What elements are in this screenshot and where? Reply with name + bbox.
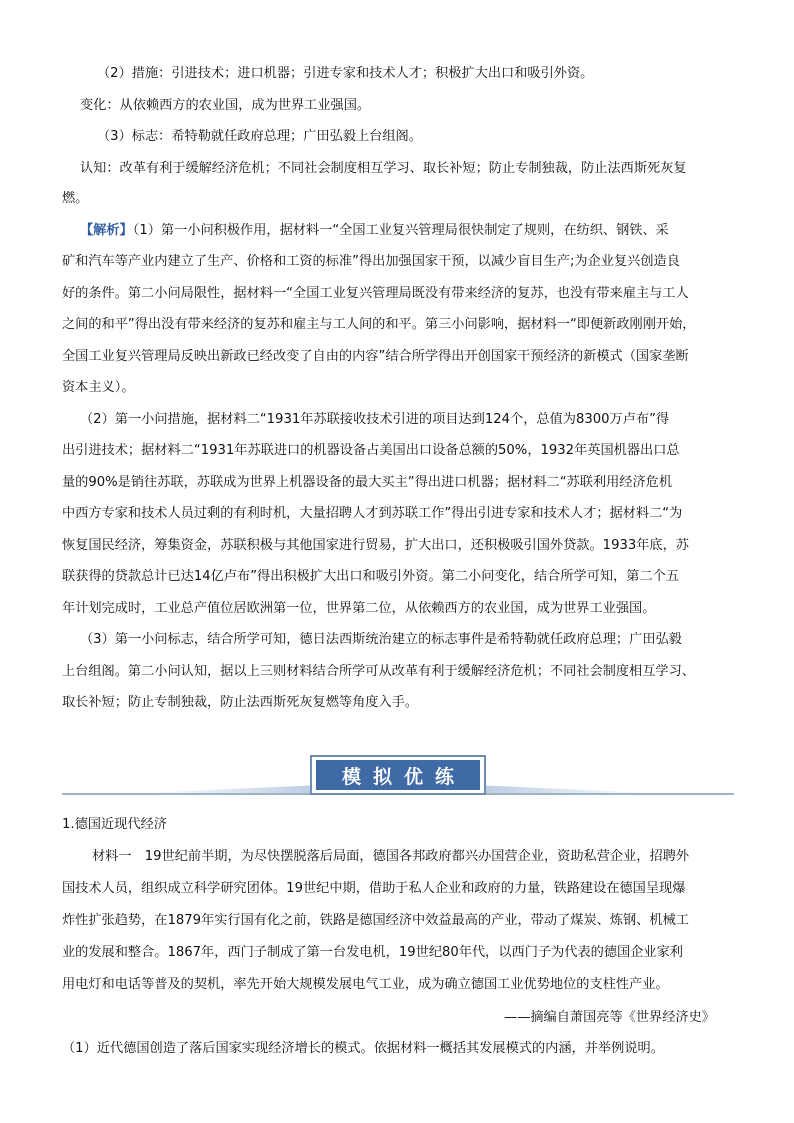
analysis-line [80,221,669,241]
material-line: 业的发展和整合。1867年，西门子制成了第一台发电机，19世纪80年代，以西门子为代表的德国企业家利 [62,945,683,960]
analysis-tag: 【解析】 [80,223,133,238]
analysis-line: 矿和汽车等产业内建立了生产、价格和工资的标准”得出加强国家干预，以减少盲目生产;为企业复兴创造良 [62,254,680,269]
analysis-line: 量的90%是销往苏联，苏联成为世界上机器设备的最大买主”得出进口机器；据材料二“苏联利用经济危机 [62,475,673,490]
analysis-line: 出引进技术；据材料二“1931年苏联进口的机器设备占美国出口设备总额的50%，1932年英国机器出口总 [62,443,680,458]
analysis-line: （2）第一小问措施，据材料二“1931年苏联接收技术引进的项目达到124个，总值为8300万卢布”得 [80,412,670,427]
analysis-line: 资本主义）。 [62,380,135,395]
material-line: 国技术人员，组织成立科学研究团体。19世纪中期，借助于私人企业和政府的力量，铁路建设在德国呈现爆 [62,881,686,896]
analysis-line: 取长补短；防止专制独裁，防止法西斯死灰复燃等角度入手。 [62,695,419,710]
answer-line: （2）措施：引进技术；进口机器；引进专家和技术人才；积极扩大出口和吸引外资。 [97,66,594,81]
analysis-line: 中西方专家和技术人员过剩的有利时机，大量招聘人才到苏联工作”得出引进专家和技术人才；据材料二“为 [62,506,683,521]
analysis-line: 之间的和平”得出没有带来经济的复苏和雇主与工人间的和平。第三小问影响，据材料一“即便新政刚刚开始， [62,317,696,332]
banner-right-wing [474,785,654,793]
material-line: 材料一 19世纪前半期，为尽快摆脱落后局面，德国各邦政府都兴办国营企业，资助私营企业，招聘外 [92,849,690,864]
answer-line: 变化：从依赖西方的农业国，成为世界工业强国。 [80,98,371,113]
analysis-line: 联获得的贷款总计已达14亿卢布”得出积极扩大出口和吸引外资。第二小问变化，结合所学可知，第二个五 [62,569,680,584]
analysis-line: （3）第一小问标志，结合所学可知，德日法西斯统治建立的标志事件是希特勒就任政府总理；广田弘毅 [80,632,682,647]
analysis-text: （1）第一小问积极作用，据材料一“全国工业复兴管理局很快制定了规则，在纺织、钢铁、采 [132,223,669,238]
banner-left-wing [142,785,322,793]
answer-line: （3）标志：希特勒就任政府总理；广田弘毅上台组阁。 [97,129,422,144]
analysis-line: 上台组阁。第二小问认知，据以上三则材料结合所学可从改革有利于缓解经济危机；不同社会制度相互学习、 [62,664,695,679]
analysis-line: 恢复国民经济，筹集资金，苏联积极与其他国家进行贸易，扩大出口，还积极吸引国外贷款。1933年底，苏 [62,538,689,553]
material-source: ——摘编自萧国亮等《世界经济史》 [504,1010,715,1025]
question-title: 1.德国近现代经济 [62,817,167,832]
question-prompt: （1）近代德国创造了落后国家实现经济增长的模式。依据材料一概括其发展模式的内涵，并举例说明。 [62,1041,664,1056]
section-banner [62,755,734,797]
analysis-line: 好的条件。第二小问局限性，据材料一“全国工业复兴管理局既没有带来经济的复苏，也没有带来雇主与工人 [62,286,689,301]
material-line: 炸性扩张趋势，在1879年实行国有化之前，铁路是德国经济中效益最高的产业，带动了煤炭、炼钢、机械工 [62,913,689,928]
banner-title: 模拟优练 [316,760,480,790]
answer-line: 燃。 [62,191,89,206]
banner-box [310,755,486,795]
material-line: 用电灯和电话等普及的契机，率先开始大规模发展电气工业，成为确立德国工业优势地位的支柱性产业。 [62,977,669,992]
analysis-line: 全国工业复兴管理局反映出新政已经改变了自由的内容”结合所学得出开创国家干预经济的新模式（国家垄断 [62,349,689,364]
answer-line: 认知：改革有利于缓解经济危机；不同社会制度相互学习、取长补短；防止专制独裁，防止法西斯死灰复 [80,161,687,176]
analysis-line: 年计划完成时，工业总产值位居欧洲第一位，世界第二位，从依赖西方的农业国，成为世界工业强国。 [62,601,656,616]
